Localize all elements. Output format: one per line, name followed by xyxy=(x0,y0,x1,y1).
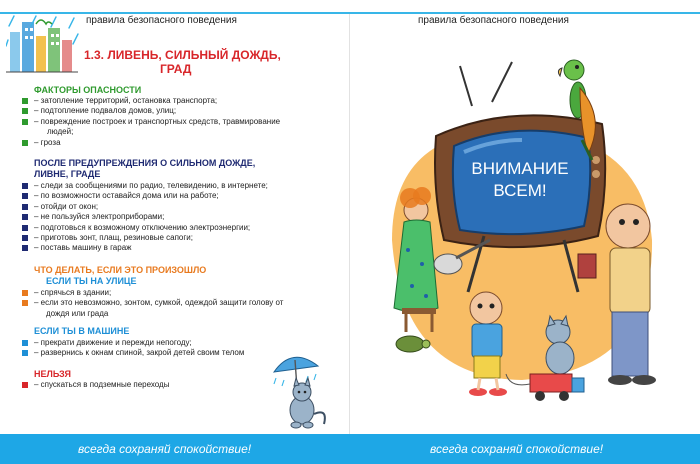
list-item: – не пользуйся электроприборами; xyxy=(22,212,344,222)
list-warning xyxy=(22,181,344,254)
list-item: – приготовь зонт, плащ, резиновые сапоги; xyxy=(22,233,344,243)
section-title-car: ЕСЛИ ТЫ В МАШИНЕ xyxy=(34,326,130,336)
list-item: – развернись к окнам спиной, закрой детей своим телом xyxy=(22,348,344,358)
page-divider xyxy=(349,14,350,434)
city-rain-icon xyxy=(6,14,86,76)
right-page-header xyxy=(350,8,700,32)
right-footer-slogan: всегда сохраняй спокойствие! xyxy=(430,442,604,456)
left-footer-slogan: всегда сохраняй спокойствие! xyxy=(78,442,252,456)
section-subtitle-street: ЕСЛИ ТЫ НА УЛИЦЕ xyxy=(46,276,137,286)
small-boy-illustration xyxy=(469,292,507,396)
cat-umbrella-illustration xyxy=(268,350,340,434)
list-item: – повреждение построек и транспортных средств, травмирование людей; xyxy=(22,117,344,138)
page-heading xyxy=(84,48,281,76)
list-item: – спускаться в подземные переходы xyxy=(22,380,344,390)
list-item: – следи за сообщениями по радио, телевидению, в интернете; xyxy=(22,181,344,191)
header-rule xyxy=(350,12,700,14)
heading-line-2: ГРАД xyxy=(160,62,192,76)
list-street xyxy=(22,288,344,319)
list-factors xyxy=(22,96,344,148)
list-item: – поставь машину в гараж xyxy=(22,243,344,253)
list-item: – прекрати движение и пережди непогоду; xyxy=(22,338,344,348)
section-title-forbidden: НЕЛЬЗЯ xyxy=(34,369,71,379)
tv-text-line-2: ВСЕМ! xyxy=(493,181,547,200)
left-page-title: правила безопасного поведения xyxy=(86,14,237,26)
tv-text-line-1: ВНИМАНИЕ xyxy=(471,159,569,178)
list-item: – отойди от окон; xyxy=(22,202,344,212)
tv-warning-illustration xyxy=(352,40,698,434)
list-item: – затопление территорий, остановка транспорта; xyxy=(22,96,344,106)
right-page-title: правила безопасного поведения xyxy=(418,14,569,26)
list-item: – спрячься в здании; xyxy=(22,288,344,298)
list-item: – если это невозможно, зонтом, сумкой, одеждой защити голову от дождя или града xyxy=(22,298,344,319)
list-item: – подготовься к возможному отключению электроэнергии; xyxy=(22,223,344,233)
section-title-factors: ФАКТОРЫ ОПАСНОСТИ xyxy=(34,85,142,95)
list-item: – по возможности оставайся дома или на работе; xyxy=(22,191,344,201)
list-item: – гроза xyxy=(22,138,344,148)
footer-bar xyxy=(0,434,700,464)
heading-line-1: 1.3. ЛИВЕНЬ, СИЛЬНЫЙ ДОЖДЬ, xyxy=(84,48,281,62)
list-item: – подтопление подвалов домов, улиц; xyxy=(22,106,344,116)
section-title-happened: ЧТО ДЕЛАТЬ, ЕСЛИ ЭТО ПРОИЗОШЛО xyxy=(34,265,207,275)
section-title-warning: ПОСЛЕ ПРЕДУПРЕЖДЕНИЯ О СИЛЬНОМ ДОЖДЕ, ЛИВНЕ, ГРАДЕ xyxy=(34,158,256,179)
